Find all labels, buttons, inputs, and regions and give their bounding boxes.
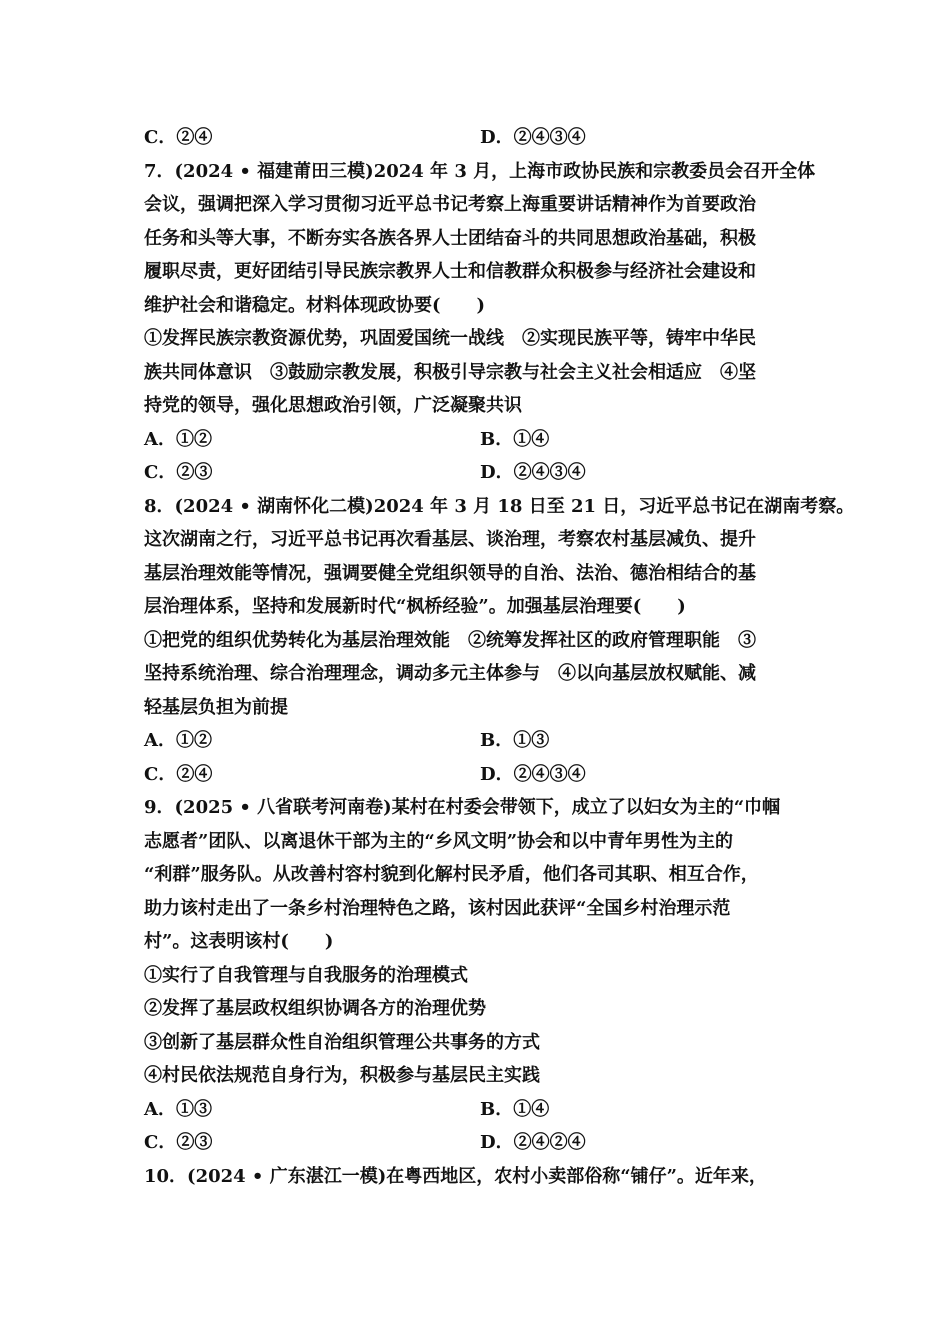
- question-9-option-a[interactable]: A．①③: [144, 1098, 212, 1120]
- question-9-statement-line: ③创新了基层群众性自治组织管理公共事务的方式: [144, 1031, 540, 1053]
- question-7-option-a[interactable]: A．①②: [144, 428, 212, 450]
- question-8-options-row-cd: [144, 758, 824, 792]
- question-9-statement-line: ④村民依法规范自身行为，积极参与基层民主实践: [144, 1065, 540, 1086]
- question-9-stem-line: 9．(2025 • 八省联考河南卷)某村在村委会带领下，成立了以妇女为主的“巾帼: [144, 797, 781, 818]
- question-8-statement-line: 坚持系统治理、综合治理理念，调动多元主体参与 ④以向基层放权赋能、减: [144, 663, 756, 684]
- question-7-stem-line: 履职尽责，更好团结引导民族宗教界人士和信教群众积极参与经济社会建设和: [144, 261, 756, 282]
- question-9-stem-line: 村”。这表明该村( ): [144, 931, 334, 952]
- question-7-stem-line: 7．(2024 • 福建莆田三模)2024 年 3 月，上海市政协民族和宗教委员会召开全体: [144, 160, 816, 182]
- question-7-statement-line: ①发挥民族宗教资源优势，巩固爱国统一战线 ②实现民族平等，铸牢中华民: [144, 328, 756, 349]
- question-7-stem-line: 会议，强调把深入学习贯彻习近平总书记考察上海重要讲话精神作为首要政治: [144, 194, 756, 215]
- question-9-stem-line: “利群”服务队。从改善村容村貌到化解村民矛盾，他们各司其职、相互合作，: [144, 864, 759, 885]
- question-8-stem-line: 这次湖南之行，习近平总书记再次看基层、谈治理，考察农村基层减负、提升: [144, 529, 756, 550]
- q6-option-d[interactable]: D．②④③④: [480, 127, 586, 148]
- question-9-stem-line: 志愿者”团队、以离退休干部为主的“乡风文明”协会和以中青年男性为主的: [144, 830, 734, 852]
- question-7: [144, 155, 824, 490]
- question-8-stem-line: 8．(2024 • 湖南怀化二模)2024 年 3 月 18 日至 21 日，习近平总书记在湖南考察。: [144, 495, 855, 517]
- question-9-stem-line: 助力该村走出了一条乡村治理特色之路，该村因此获评“全国乡村治理示范: [144, 897, 731, 919]
- question-8-stem-line: 基层治理效能等情况，强调要健全党组织领导的自治、法治、德治相结合的基: [144, 562, 756, 584]
- question-10-stem-line: 10．(2024 • 广东湛江一模)在粤西地区，农村小卖部俗称“铺仔”。近年来，: [144, 1165, 767, 1187]
- question-7-stem-line: 维护社会和谐稳定。材料体现政协要( ): [144, 294, 486, 316]
- question-9-statement-line: ②发挥了基层政权组织协调各方的治理优势: [144, 998, 486, 1019]
- question-7-options-row-ab: [144, 423, 824, 457]
- question-9-statement-line: ①实行了自我管理与自我服务的治理模式: [144, 964, 468, 986]
- question-9-options-row-ab: [144, 1093, 824, 1127]
- question-8-option-b[interactable]: B．①③: [480, 730, 550, 751]
- q6-options-row-cd: [144, 121, 824, 155]
- question-7-option-b[interactable]: B．①④: [480, 428, 550, 450]
- question-9-option-b[interactable]: B．①④: [480, 1098, 550, 1120]
- question-8-stem-line: 层治理体系，坚持和发展新时代“枫桥经验”。加强基层治理要( ): [144, 596, 686, 617]
- question-10: [144, 1160, 824, 1194]
- q6-option-c[interactable]: C．②④: [144, 127, 213, 148]
- question-7-option-c[interactable]: C．②③: [144, 462, 213, 483]
- question-8-statement-line: 轻基层负担为前提: [144, 696, 288, 718]
- question-8: [144, 490, 855, 792]
- question-9-option-d[interactable]: D．②④②④: [480, 1132, 586, 1153]
- question-9-options-row-cd: [144, 1126, 824, 1160]
- exam-page: [144, 121, 855, 1193]
- question-9-option-c[interactable]: C．②③: [144, 1132, 213, 1153]
- question-7-stem-line: 任务和头等大事，不断夯实各族各界人士团结奋斗的共同思想政治基础，积极: [144, 227, 756, 249]
- question-9: [144, 791, 824, 1160]
- question-8-options-row-ab: [144, 724, 824, 758]
- question-8-option-a[interactable]: A．①②: [144, 730, 212, 751]
- question-7-option-d[interactable]: D．②④③④: [480, 462, 586, 483]
- question-8-option-c[interactable]: C．②④: [144, 763, 213, 785]
- question-8-statement-line: ①把党的组织优势转化为基层治理效能 ②统筹发挥社区的政府管理职能 ③: [144, 629, 756, 651]
- question-7-statement-line: 持党的领导，强化思想政治引领，广泛凝聚共识: [144, 395, 522, 416]
- question-8-option-d[interactable]: D．②④③④: [480, 763, 586, 785]
- question-7-statement-line: 族共同体意识 ③鼓励宗教发展，积极引导宗教与社会主义社会相适应 ④坚: [144, 361, 756, 383]
- question-7-options-row-cd: [144, 456, 824, 490]
